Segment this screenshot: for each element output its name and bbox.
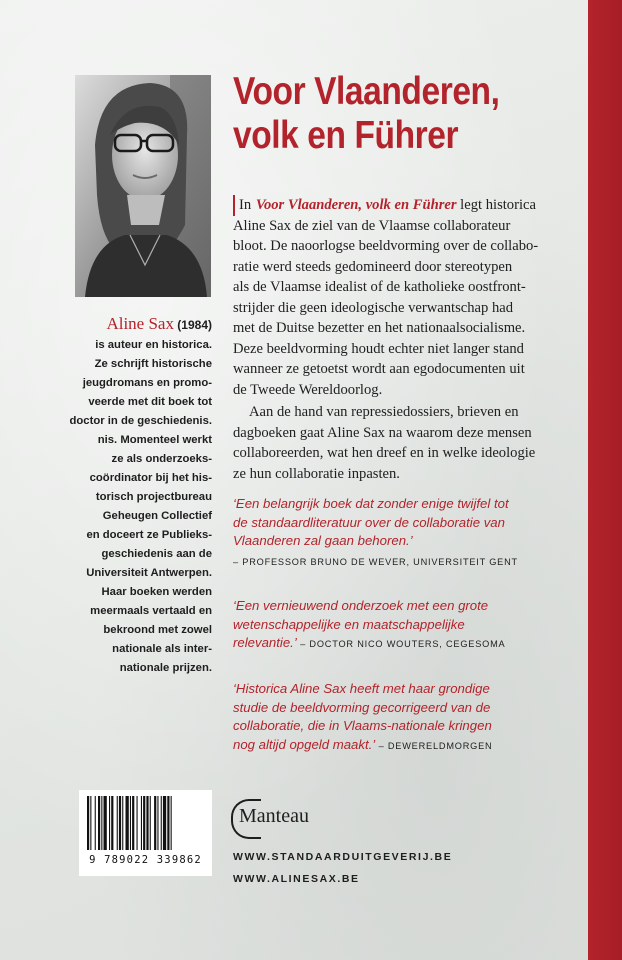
quote-line: Vlaanderen zal gaan behoren.’ (233, 533, 413, 548)
blurb-line: Aan de hand van repressiedossiers, brieven en (249, 404, 519, 420)
quote-line: relevantie.’ (233, 635, 297, 650)
blurb-line: collaboreerden, wat hen dreef en in welke ideologie (233, 445, 536, 461)
blurb-line: de Tweede Wereldoorlog. (233, 381, 383, 398)
blurb-line: ze hun collaboratie inpasten. (233, 465, 400, 482)
quote-source: – PROFESSOR BRUNO DE WEVER, UNIVERSITEIT GENT (233, 556, 518, 567)
barcode-bar (109, 796, 110, 850)
review-quote-2 (233, 597, 583, 654)
quote-line: wetenschappelijke en maatschappelijke (233, 616, 465, 632)
publisher-name: Manteau (239, 805, 309, 827)
author-url: WWW.ALINESAX.BE (233, 873, 360, 885)
barcode-bar (141, 796, 142, 850)
barcode-bar (132, 796, 134, 850)
blurb-line: met de Duitse bezetter en het nationaalsocialisme. (233, 320, 526, 336)
title-line-1: Voor Vlaanderen, (233, 70, 500, 113)
bio-line: veerde met dit boek tot (88, 396, 212, 408)
barcode-bar (143, 796, 145, 850)
review-quote-1 (233, 495, 583, 571)
barcode-bars (85, 796, 206, 852)
barcode-bar (104, 796, 107, 850)
quote-line: nog altijd opgeld maakt.’ (233, 736, 376, 752)
quote-line: ‘Historica Aline Sax heeft met haar grondige (233, 681, 490, 696)
blurb-line: strijder die geen ideologische verwantschap had (233, 299, 514, 316)
author-portrait-image (75, 75, 211, 297)
barcode (79, 790, 212, 876)
barcode-bar (146, 796, 148, 850)
barcode-bar (117, 796, 118, 850)
book-title (233, 70, 534, 158)
barcode-bar (111, 796, 113, 850)
bio-line: doctor in de geschiedenis. (69, 415, 212, 427)
review-quote-3 (233, 680, 583, 755)
drop-cap: In (233, 195, 251, 216)
author-name: Aline Sax (106, 314, 174, 333)
bio-line: Universiteit Antwerpen. (86, 567, 212, 579)
blurb-line: bloot. De naoorlogse beeldvorming over de collabo- (233, 238, 539, 254)
blurb-line: wanneer ze getoetst wordt aan egodocumenten uit (233, 361, 525, 377)
barcode-bar (87, 796, 89, 850)
bio-line: bekroond met zowel (103, 624, 212, 636)
quote-source: – DOCTOR NICO WOUTERS, CEGESOMA (296, 639, 506, 649)
barcode-bar (90, 796, 91, 850)
blurb-paragraph-1 (233, 195, 575, 400)
bio-line: is auteur en historica. (95, 339, 212, 351)
bio-line: torisch projectbureau (95, 491, 212, 503)
barcode-bar (150, 796, 151, 850)
barcode-bar (126, 796, 129, 850)
bio-line: jeugdromans en promo- (82, 377, 212, 389)
bio-line: nationale prijzen. (119, 662, 212, 674)
bio-line: en doceert ze Publieks- (86, 529, 212, 541)
barcode-bar (167, 796, 169, 850)
bio-line: meermaals vertaald en (90, 605, 212, 617)
barcode-bar (122, 796, 123, 850)
author-birth-year: (1984) (173, 318, 212, 332)
publisher-url: WWW.STANDAARDUITGEVERIJ.BE (233, 851, 453, 863)
quote-source: – DEWERELDMORGEN (375, 740, 493, 751)
title-line-2: volk en Führer (233, 114, 459, 157)
bio-line: nis. Momenteel werkt (97, 434, 212, 446)
barcode-bar (154, 796, 156, 850)
quote-line: collaboratie, die in Vlaams-nationale kringen (233, 718, 492, 733)
red-spine-band (588, 0, 622, 960)
bio-line: Haar boeken werden (101, 586, 212, 598)
barcode-bar (137, 796, 138, 850)
author-bio (64, 314, 212, 678)
bio-line: Geheugen Collectief (102, 510, 212, 522)
blurb (233, 195, 575, 484)
barcode-bar (163, 796, 166, 850)
blurb-line: Deze beeldvorming houdt echter niet langer stand (233, 340, 524, 357)
publisher-logo (233, 805, 309, 828)
blurb-line: legt historica (456, 197, 536, 213)
barcode-bar (171, 796, 172, 850)
bio-line: nationale als inter- (112, 643, 212, 655)
barcode-bar (98, 796, 100, 850)
author-photo (75, 75, 211, 297)
bio-line: Ze schrijft historische (94, 358, 212, 370)
blurb-line: als de Vlaamse idealist of de katholieke oostfront- (233, 279, 526, 295)
barcode-bar (157, 796, 158, 850)
barcode-bar (95, 796, 96, 850)
quote-line: ‘Een vernieuwend onderzoek met een grote (233, 598, 489, 613)
barcode-bar (119, 796, 121, 850)
quote-line: studie de beeldvorming gecorrigeerd van de (233, 699, 491, 715)
blurb-line: Aline Sax de ziel van de Vlaamse collaborateur (233, 217, 511, 234)
blurb-paragraph-2 (233, 402, 575, 484)
quote-line: ‘Een belangrijk boek dat zonder enige twijfel tot (233, 496, 509, 511)
bio-line: geschiedenis aan de (101, 548, 212, 560)
blurb-line: dagboeken gaat Aline Sax na waarom deze mensen (233, 424, 532, 441)
barcode-bar (101, 796, 102, 850)
isbn-number: 9 789022 339862 (89, 854, 202, 866)
bio-line: coördinator bij het his- (89, 472, 212, 484)
barcode-bar (161, 796, 162, 850)
bio-line: ze als onderzoeks- (111, 453, 212, 465)
blurb-line: ratie werd steeds gedomineerd door stereotypen (233, 258, 513, 275)
bio-heading (64, 314, 212, 336)
blurb-book-title: Voor Vlaanderen, volk en Führer (255, 197, 457, 213)
quote-line: de standaardliteratuur over de collaboratie van (233, 514, 505, 530)
barcode-bar (130, 796, 131, 850)
